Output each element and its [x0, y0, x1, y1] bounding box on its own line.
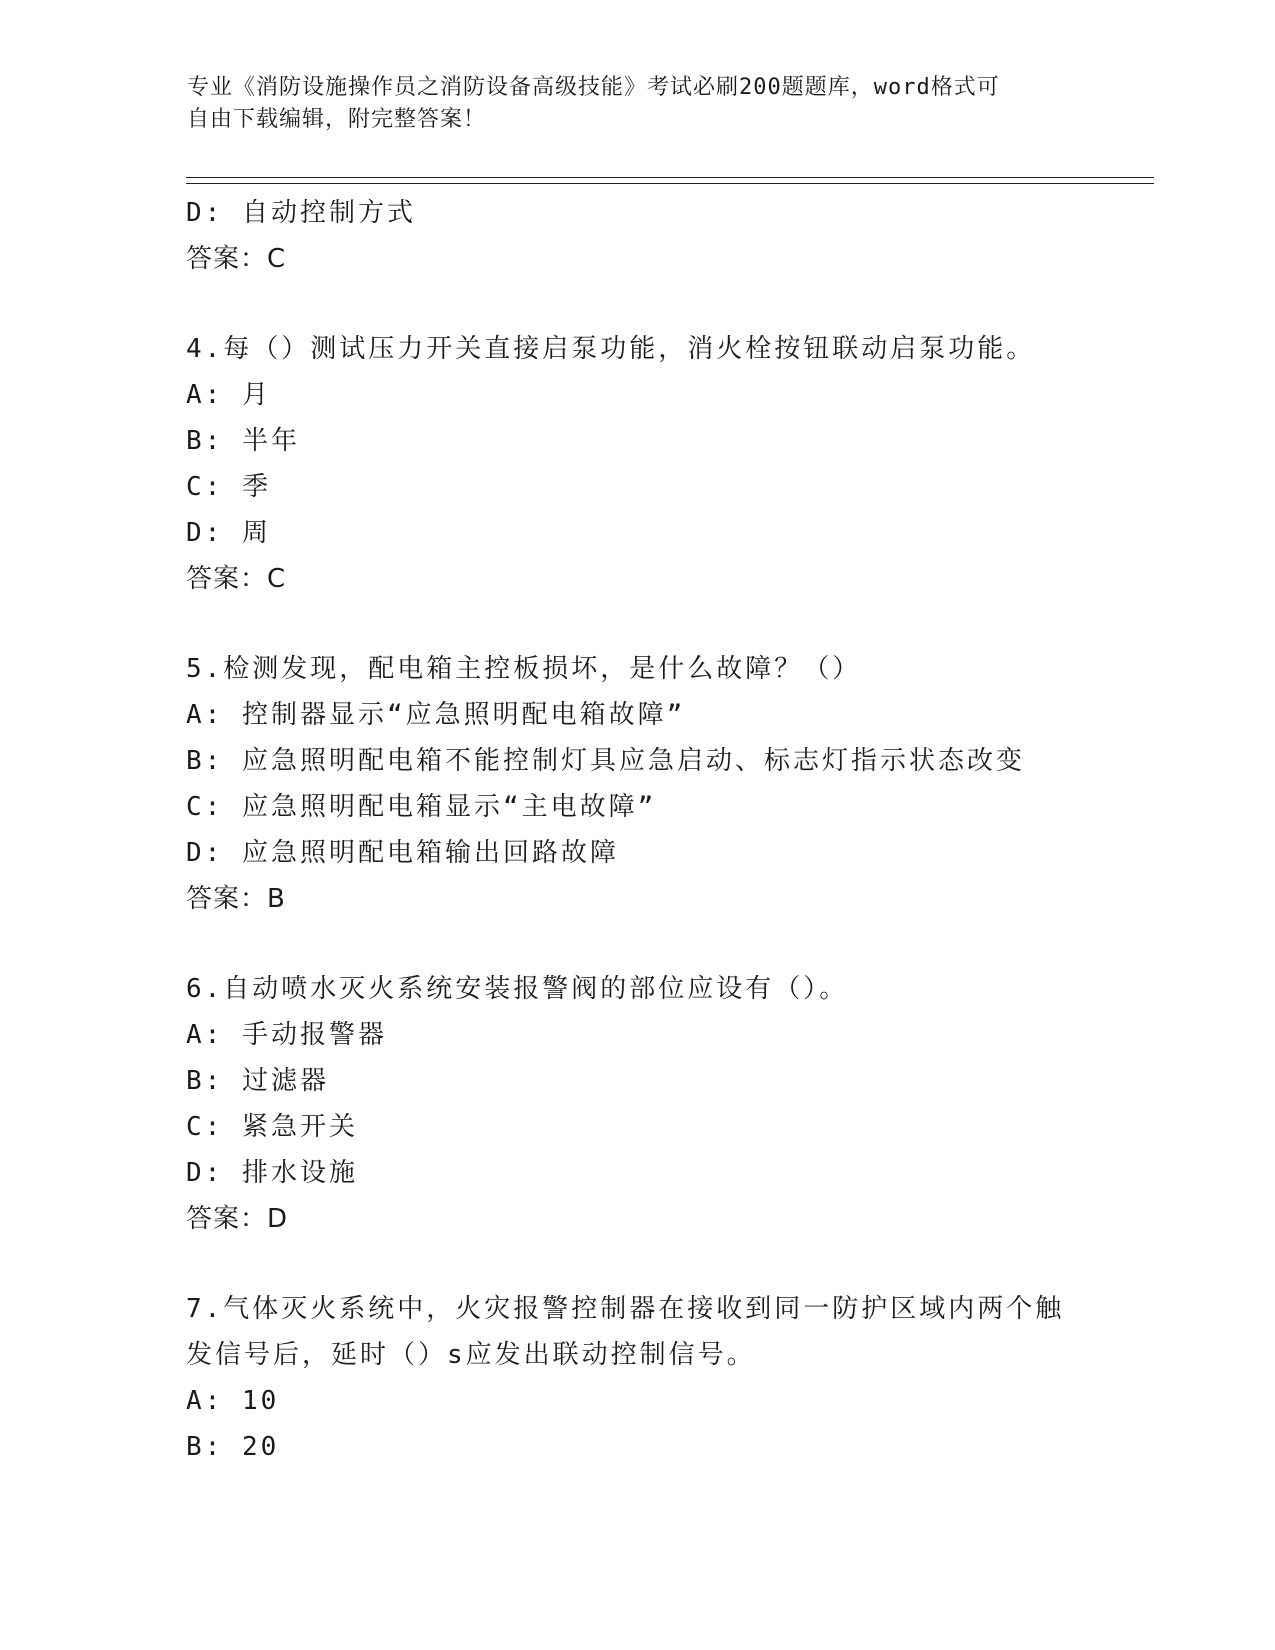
answer-line: 答案：D — [186, 1204, 289, 1234]
question-list — [186, 190, 1086, 1470]
option-d: D: 自动控制方式 — [186, 198, 416, 228]
option-a: A: 控制器显示“应急照明配电箱故障” — [186, 700, 686, 730]
option-b: B: 半年 — [186, 426, 300, 456]
question-7 — [186, 1286, 1086, 1470]
option-a: A: 月 — [186, 380, 271, 410]
option-d: D: 应急照明配电箱输出回路故障 — [186, 838, 619, 868]
option-b: B: 应急照明配电箱不能控制灯具应急启动、标志灯指示状态改变 — [186, 746, 1025, 776]
option-d: D: 周 — [186, 518, 271, 548]
answer-line: 答案：B — [186, 884, 286, 914]
document-header — [187, 72, 1067, 136]
option-c: C: 季 — [186, 472, 271, 502]
question-stem-line-1: 7.气体灭火系统中，火灾报警控制器在接收到同一防护区域内两个触 — [186, 1294, 1065, 1324]
header-line-1: 专业《消防设施操作员之消防设备高级技能》考试必刷200题题库，word格式可 — [187, 75, 1000, 100]
header-divider-top — [186, 177, 1154, 178]
option-a: A: 10 — [186, 1386, 280, 1416]
question-stem: 5.检测发现，配电箱主控板损坏，是什么故障？（） — [186, 654, 862, 684]
question-4 — [186, 326, 1086, 602]
option-d: D: 排水设施 — [186, 1158, 358, 1188]
question-stem: 6.自动喷水灭火系统安装报警阀的部位应设有（）。 — [186, 974, 849, 1004]
option-b: B: 过滤器 — [186, 1066, 329, 1096]
question-6 — [186, 966, 1086, 1242]
option-a: A: 手动报警器 — [186, 1020, 387, 1050]
header-line-2: 自由下载编辑，附完整答案！ — [187, 107, 487, 132]
question-stem-line-2: 发信号后，延时（）s应发出联动控制信号。 — [186, 1340, 756, 1370]
option-c: C: 紧急开关 — [186, 1112, 358, 1142]
option-b: B: 20 — [186, 1432, 280, 1462]
header-divider-bottom — [186, 183, 1154, 184]
question-5 — [186, 646, 1086, 922]
question-stem: 4.每（）测试压力开关直接启泵功能，消火栓按钮联动启泵功能。 — [186, 334, 1036, 364]
answer-line: 答案：C — [186, 564, 287, 594]
option-c: C: 应急照明配电箱显示“主电故障” — [186, 792, 657, 822]
answer-line: 答案：C — [186, 244, 287, 274]
previous-question-fragment — [186, 190, 1086, 282]
